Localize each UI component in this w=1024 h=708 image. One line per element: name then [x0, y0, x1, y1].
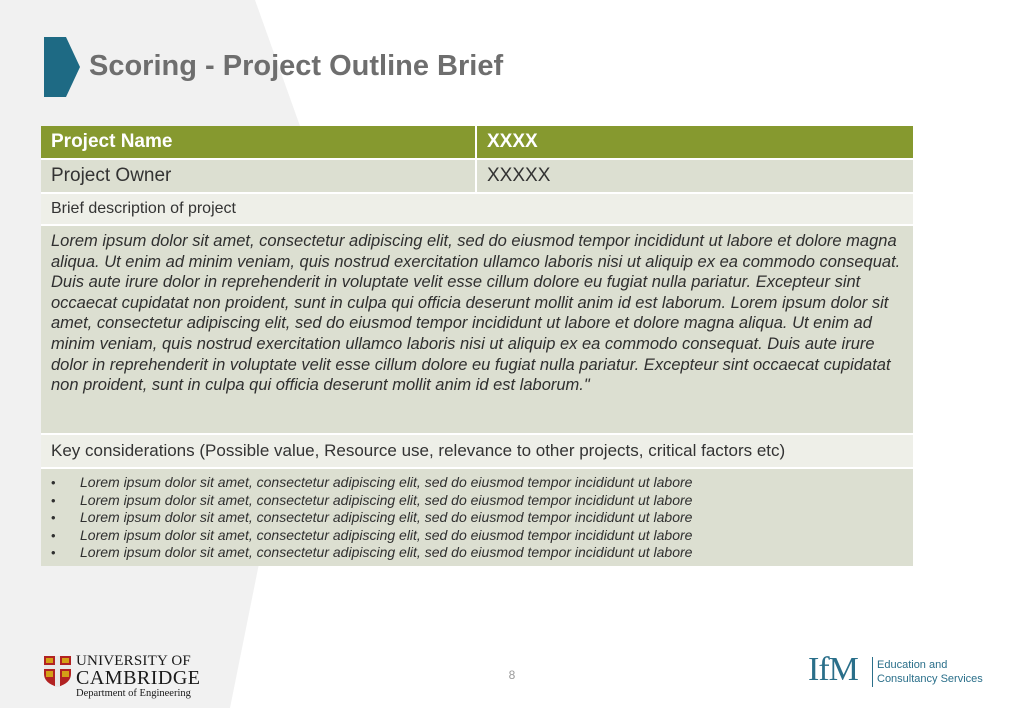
project-owner-value: XXXXX: [487, 165, 551, 186]
table-header-row: [41, 126, 913, 160]
bullet-icon: •: [51, 527, 56, 543]
bullet-icon: •: [51, 492, 56, 508]
project-owner-row: [41, 160, 913, 194]
considerations-label-row: [41, 435, 913, 469]
description-row: [41, 226, 913, 435]
description-label: Brief description of project: [51, 200, 236, 217]
project-name-value: XXXX: [487, 131, 538, 152]
ifm-logo: [808, 652, 988, 692]
list-item-text: Lorem ipsum dolor sit amet, consectetur adipiscing elit, sed do eiusmod tempor incididunt ut labore: [80, 491, 693, 508]
page-title: Scoring - Project Outline Brief: [89, 50, 504, 82]
list-item: [51, 544, 913, 562]
list-item-text: Lorem ipsum dolor sit amet, consectetur adipiscing elit, sed do eiusmod tempor incididunt ut labore: [80, 474, 693, 490]
list-item: [51, 474, 913, 492]
list-item-text: Lorem ipsum dolor sit amet, consectetur adipiscing elit, sed do eiusmod tempor incididunt ut labore: [80, 544, 693, 561]
cambridge-text: CAMBRIDGE: [76, 667, 201, 689]
considerations-list: [41, 469, 913, 566]
list-item-text: Lorem ipsum dolor sit amet, consectetur adipiscing elit, sed do eiusmod tempor incididunt ut labore: [80, 526, 693, 543]
cambridge-logo: [44, 653, 204, 701]
list-item: [51, 492, 913, 510]
considerations-row: [41, 469, 913, 566]
ifm-line1: Education and: [877, 659, 948, 671]
project-owner-label: Project Owner: [41, 160, 477, 192]
project-name-label: Project Name: [41, 126, 477, 158]
ifm-divider: [872, 657, 873, 687]
project-brief-table: [41, 126, 913, 566]
page-number: 8: [508, 668, 516, 682]
university-of-text: UNIVERSITY OF: [76, 653, 191, 669]
ifm-text: [877, 658, 983, 686]
bullet-icon: •: [51, 545, 56, 561]
department-text: Department of Engineering: [76, 688, 191, 699]
bullet-icon: •: [51, 475, 56, 490]
list-item: [51, 509, 913, 527]
ifm-line2: Consultancy Services: [877, 673, 983, 685]
ifm-mark: IfM: [808, 651, 858, 688]
cambridge-crest-icon: [44, 656, 71, 687]
bullet-icon: •: [51, 510, 56, 526]
considerations-label: Key considerations (Possible value, Resource use, relevance to other projects, critical factors etc): [51, 441, 786, 460]
chevron-tab-icon: [44, 37, 80, 97]
description-label-row: [41, 194, 913, 226]
list-item: [51, 527, 913, 545]
list-item-text: Lorem ipsum dolor sit amet, consectetur adipiscing elit, sed do eiusmod tempor incididunt ut labore: [80, 509, 693, 526]
description-text: Lorem ipsum dolor sit amet, consectetur adipiscing elit, sed do eiusmod tempor incididunt ut labore et dolore magna aliqua. Ut enim ad minim veniam, quis nostrud exercitation ullamco laboris nisi ut aliquip ex ea commodo consequat. Duis aute irure dolor in reprehenderit in voluptate velit esse cillum dolore eu fugiat nulla pariatur. Excepteur sint occaecat cupidatat non proident, sunt in culpa qui officia deserunt mollit anim id est laborum. Lorem ipsum dolor sit amet, consectetur adipiscing elit, sed do eiusmod tempor incididunt ut labore et dolore magna aliqua. Ut enim ad minim veniam, quis nostrud exercitation ullamco laboris nisi ut aliquip ex ea commodo consequat. Duis aute irure dolor in reprehenderit in voluptate velit esse cillum dolore eu fugiat nulla pariatur. Excepteur sint occaecat cupidatat non proident, sunt in culpa qui officia deserunt mollit anim id est laborum.": [51, 232, 901, 395]
